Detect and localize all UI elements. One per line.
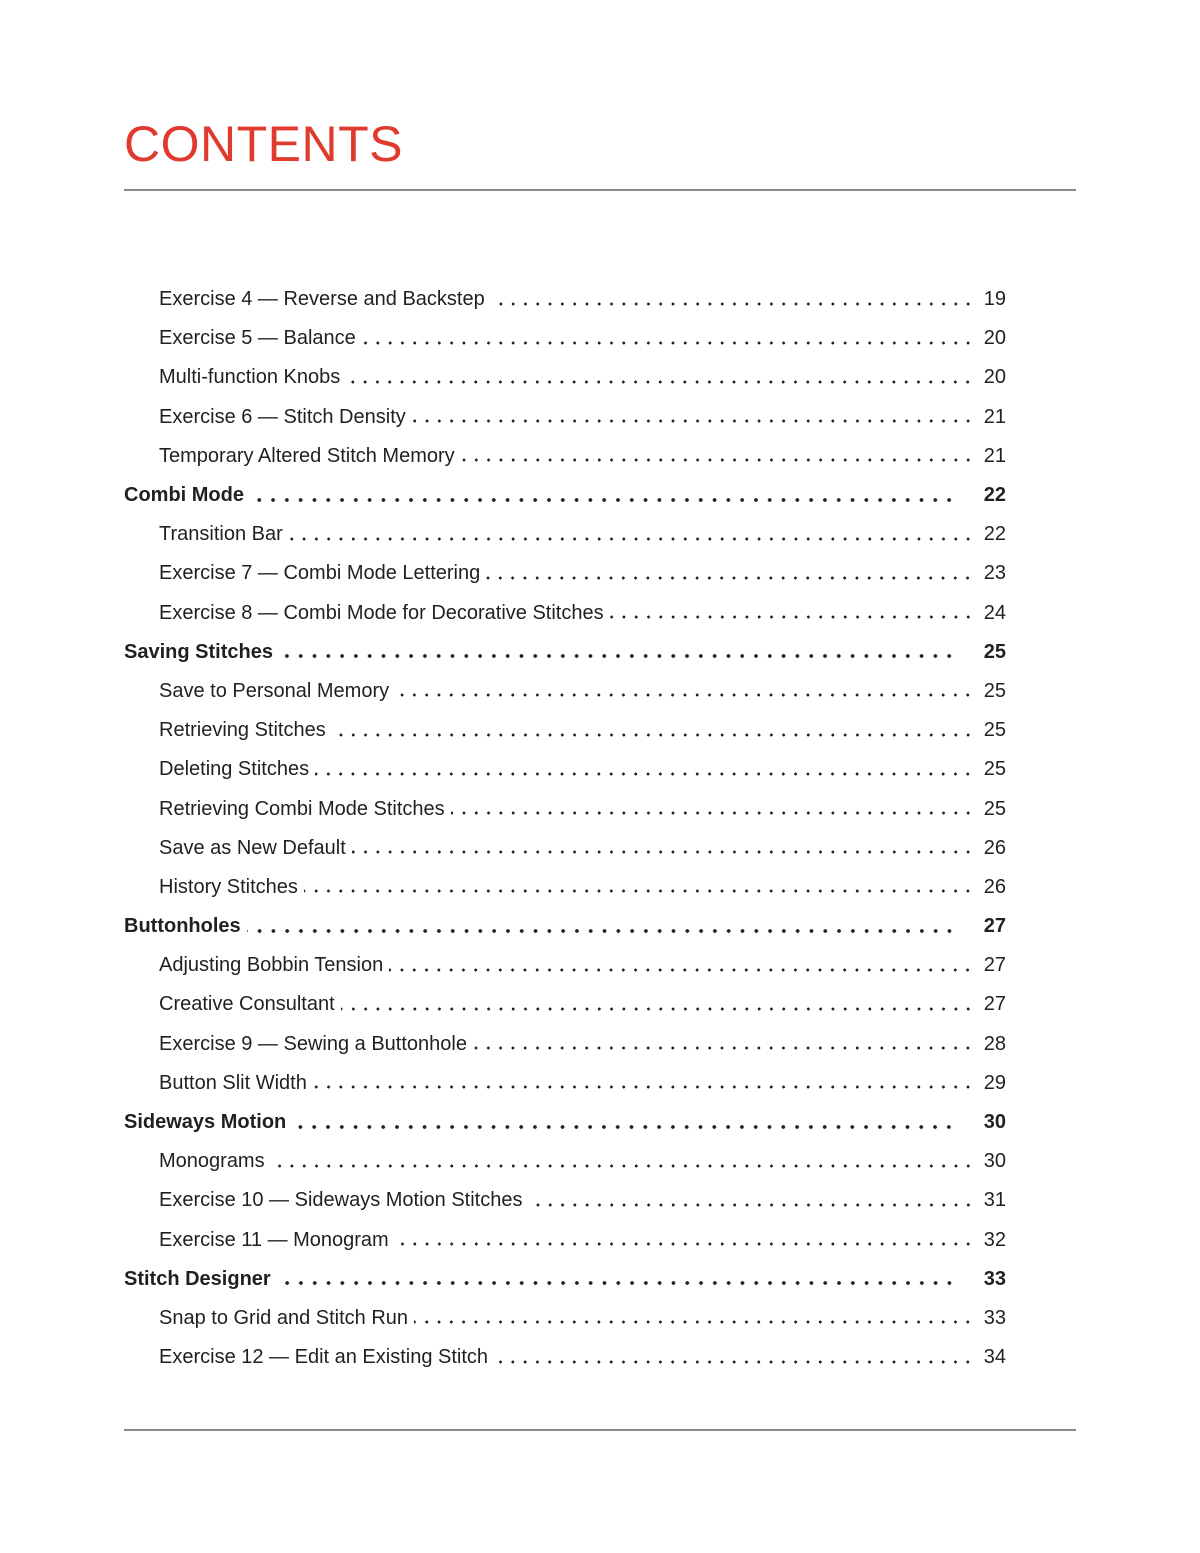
toc-page-number: 23 — [983, 562, 1006, 585]
toc-subsection-entry[interactable] — [124, 358, 1006, 397]
toc-page-number: 28 — [983, 1032, 1006, 1055]
toc-subsection-entry[interactable] — [124, 437, 1006, 476]
toc-page-number: 27 — [983, 993, 1006, 1016]
toc-entry-label: Adjusting Bobbin Tension — [159, 954, 384, 977]
top-divider — [124, 189, 1076, 191]
toc-page-number: 33 — [983, 1267, 1006, 1290]
toc-subsection-entry[interactable] — [124, 554, 1006, 593]
toc-entry-label: Multi-function Knobs — [159, 366, 341, 389]
toc-page-number: 20 — [983, 327, 1006, 350]
toc-subsection-entry[interactable] — [124, 789, 1006, 828]
toc-page-number: 21 — [983, 405, 1006, 428]
dot-leader — [473, 1038, 974, 1058]
dot-leader — [610, 607, 974, 627]
toc-section-entry[interactable] — [124, 476, 1006, 515]
dot-leader — [414, 1312, 974, 1332]
toc-entry-label: Monograms — [159, 1150, 265, 1173]
toc-page-number: 32 — [983, 1228, 1006, 1251]
toc-subsection-entry[interactable] — [124, 1221, 1006, 1260]
toc-entry-label: Retrieving Combi Mode Stitches — [159, 797, 445, 820]
toc-entry-label: Exercise 10 — Sideways Motion Stitches — [159, 1189, 523, 1212]
dot-leader — [352, 842, 974, 862]
dot-leader — [341, 999, 974, 1019]
toc-page-number: 19 — [983, 288, 1006, 311]
dot-leader — [389, 960, 974, 980]
toc-entry-label: Temporary Altered Stitch Memory — [159, 444, 455, 467]
toc-page-number: 25 — [983, 679, 1006, 702]
toc-entry-label: Exercise 12 — Edit an Existing Stitch — [159, 1346, 489, 1369]
dot-leader — [289, 529, 974, 549]
dot-leader — [271, 1156, 974, 1176]
dot-leader — [250, 490, 956, 510]
toc-subsection-entry[interactable] — [124, 280, 1006, 319]
toc-page-number: 27 — [983, 915, 1006, 938]
dot-leader — [304, 881, 974, 901]
toc-page-number: 30 — [983, 1150, 1006, 1173]
toc-subsection-entry[interactable] — [124, 1181, 1006, 1220]
toc-subsection-entry[interactable] — [124, 1025, 1006, 1064]
toc-subsection-entry[interactable] — [124, 672, 1006, 711]
dot-leader — [313, 1077, 974, 1097]
toc-page-number: 34 — [983, 1346, 1006, 1369]
toc-page-number: 22 — [983, 484, 1006, 507]
toc-subsection-entry[interactable] — [124, 319, 1006, 358]
dot-leader — [277, 1273, 956, 1293]
toc-subsection-entry[interactable] — [124, 1338, 1006, 1377]
toc-entry-label: Exercise 6 — Stitch Density — [159, 405, 406, 428]
toc-page-number: 33 — [983, 1306, 1006, 1329]
toc-page-number: 22 — [983, 523, 1006, 546]
toc-page-number: 24 — [983, 601, 1006, 624]
dot-leader — [451, 803, 974, 823]
toc-entry-label: Transition Bar — [159, 523, 283, 546]
dot-leader — [395, 1234, 974, 1254]
toc-page-number: 26 — [983, 875, 1006, 898]
toc-entry-label: Buttonholes — [124, 915, 241, 938]
toc-page-number: 26 — [983, 836, 1006, 859]
toc-section-entry[interactable] — [124, 1103, 1006, 1142]
toc-subsection-entry[interactable] — [124, 398, 1006, 437]
dot-leader — [279, 646, 956, 666]
toc-page-number: 20 — [983, 366, 1006, 389]
toc-entry-label: Exercise 9 — Sewing a Buttonhole — [159, 1032, 467, 1055]
table-of-contents — [124, 280, 1006, 1377]
toc-subsection-entry[interactable] — [124, 711, 1006, 750]
dot-leader — [494, 1352, 974, 1372]
toc-entry-label: Exercise 5 — Balance — [159, 327, 356, 350]
toc-page-number: 30 — [983, 1111, 1006, 1134]
dot-leader — [247, 921, 956, 941]
toc-entry-label: Save as New Default — [159, 836, 346, 859]
toc-subsection-entry[interactable] — [124, 1064, 1006, 1103]
toc-entry-label: Combi Mode — [124, 484, 244, 507]
toc-entry-label: Exercise 4 — Reverse and Backstep — [159, 288, 485, 311]
toc-subsection-entry[interactable] — [124, 1299, 1006, 1338]
dot-leader — [395, 685, 974, 705]
toc-page-number: 25 — [983, 758, 1006, 781]
page-title: CONTENTS — [124, 116, 403, 172]
toc-entry-label: Retrieving Stitches — [159, 719, 326, 742]
toc-page-number: 25 — [983, 640, 1006, 663]
toc-subsection-entry[interactable] — [124, 750, 1006, 789]
toc-entry-label: Saving Stitches — [124, 640, 273, 663]
toc-entry-label: Button Slit Width — [159, 1071, 307, 1094]
toc-page-number: 25 — [983, 797, 1006, 820]
toc-entry-label: Save to Personal Memory — [159, 679, 390, 702]
dot-leader — [315, 764, 974, 784]
toc-page-number: 27 — [983, 954, 1006, 977]
toc-entry-label: Stitch Designer — [124, 1267, 271, 1290]
dot-leader — [491, 294, 974, 314]
bottom-divider — [124, 1429, 1076, 1431]
dot-leader — [362, 333, 974, 353]
dot-leader — [461, 450, 974, 470]
toc-entry-label: History Stitches — [159, 875, 298, 898]
toc-entry-label: Snap to Grid and Stitch Run — [159, 1306, 409, 1329]
toc-page-number: 21 — [983, 444, 1006, 467]
dot-leader — [486, 568, 974, 588]
toc-subsection-entry[interactable] — [124, 515, 1006, 554]
toc-subsection-entry[interactable] — [124, 829, 1006, 868]
toc-subsection-entry[interactable] — [124, 1142, 1006, 1181]
toc-page-number: 25 — [983, 719, 1006, 742]
toc-subsection-entry[interactable] — [124, 985, 1006, 1024]
toc-section-entry[interactable] — [124, 1260, 1006, 1299]
dot-leader — [332, 725, 974, 745]
toc-entry-label: Exercise 11 — Monogram — [159, 1228, 389, 1251]
toc-entry-label: Creative Consultant — [159, 993, 335, 1016]
toc-entry-label: Exercise 7 — Combi Mode Lettering — [159, 562, 481, 585]
toc-page-number: 29 — [983, 1071, 1006, 1094]
toc-section-entry[interactable] — [124, 907, 1006, 946]
toc-entry-label: Exercise 8 — Combi Mode for Decorative Stitches — [159, 601, 604, 624]
dot-leader — [292, 1117, 956, 1137]
toc-page-number: 31 — [983, 1189, 1006, 1212]
toc-subsection-entry[interactable] — [124, 946, 1006, 985]
dot-leader — [412, 411, 974, 431]
toc-subsection-entry[interactable] — [124, 868, 1006, 907]
toc-entry-label: Sideways Motion — [124, 1111, 287, 1134]
toc-entry-label: Deleting Stitches — [159, 758, 310, 781]
dot-leader — [529, 1195, 975, 1215]
toc-section-entry[interactable] — [124, 633, 1006, 672]
dot-leader — [346, 372, 974, 392]
toc-subsection-entry[interactable] — [124, 594, 1006, 633]
